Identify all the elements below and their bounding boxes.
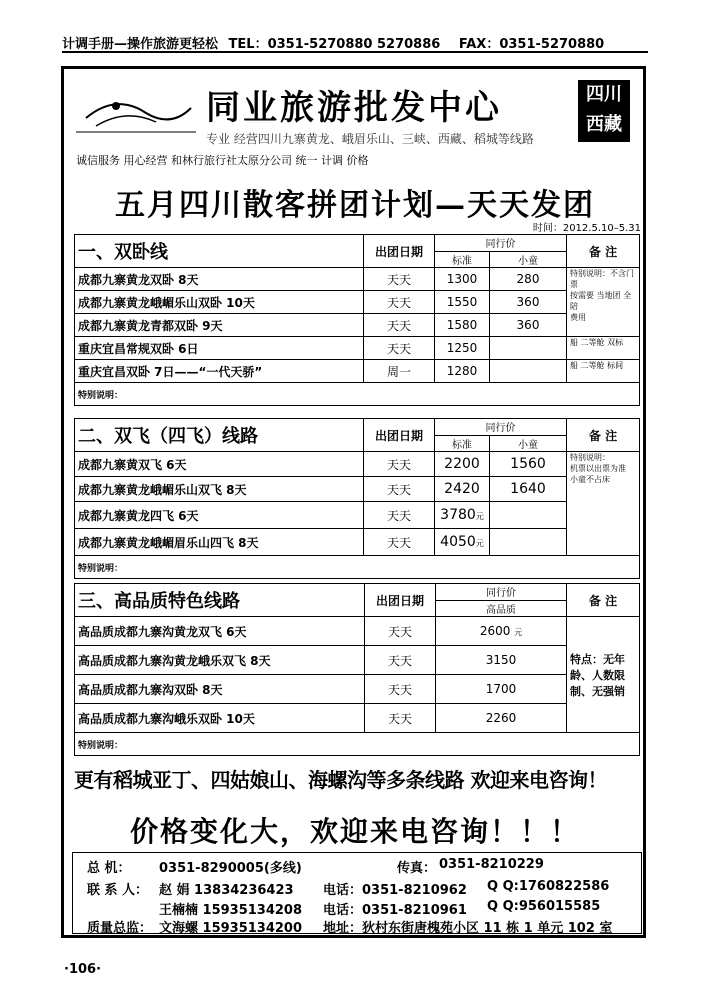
price-child: 360 bbox=[490, 314, 567, 337]
route-name: 高品质成都九寨沟双卧 8天 bbox=[75, 675, 365, 704]
section2-note: 特别说明： 机票以出票为准 小童不占床 bbox=[567, 452, 640, 556]
depart-date: 天天 bbox=[364, 291, 435, 314]
route-name: 高品质成都九寨沟峨乐双卧 10天 bbox=[75, 704, 365, 733]
depart-date: 周一 bbox=[364, 360, 435, 383]
table-row bbox=[75, 704, 640, 733]
header-subtitle: 专业 经营四川九寨黄龙、峨眉乐山、三峡、西藏、稻城等线路 bbox=[206, 132, 534, 146]
fax-number: 0351-8210229 bbox=[439, 857, 544, 872]
col-price: 同行价 bbox=[436, 584, 567, 601]
col-std: 标准 bbox=[435, 435, 490, 452]
price-child: 360 bbox=[490, 291, 567, 314]
fax-label: 传真： bbox=[397, 861, 437, 876]
depart-date: 天天 bbox=[364, 337, 435, 360]
depart-date: 天天 bbox=[364, 452, 435, 477]
price-child bbox=[490, 529, 567, 556]
price-quality: 3150 bbox=[436, 646, 567, 675]
depart-date: 天天 bbox=[364, 477, 435, 502]
price-std: 1250 bbox=[435, 337, 490, 360]
contact-label: 联 系 人： bbox=[87, 883, 149, 898]
more-routes-slogan: 更有稻城亚丁、四姑娘山、海螺沟等多条线路 欢迎来电咨询！ bbox=[74, 768, 607, 792]
section3-title: 三、高品质特色线路 bbox=[75, 584, 365, 617]
contact-box bbox=[72, 852, 642, 934]
company-logo-icon bbox=[76, 88, 196, 136]
page-number: ·106· bbox=[64, 962, 102, 977]
header-services: 诚信服务 用心经营 和林行旅行社太原分公司 统一 计调 价格 bbox=[76, 154, 369, 167]
table-row bbox=[75, 452, 640, 477]
price-std: 2420 bbox=[435, 477, 490, 502]
quality-manager: 文海螺 15935134200 bbox=[159, 921, 303, 936]
section1-note: 特别说明：不含门票 按需要 当地团 全陪 费用 bbox=[567, 268, 640, 337]
route-name: 成都九寨黄龙峨嵋眉乐山四飞 8天 bbox=[75, 529, 364, 556]
depart-date: 天天 bbox=[364, 268, 435, 291]
special-note: 特别说明： bbox=[75, 733, 640, 756]
depart-date: 天天 bbox=[365, 646, 436, 675]
col-child: 小童 bbox=[490, 435, 567, 452]
row-note: 船 二等舱 双标 bbox=[567, 337, 640, 360]
table-row bbox=[75, 314, 640, 337]
contact-tel-1: 电话：0351-8210962 bbox=[323, 883, 467, 898]
route-name: 重庆宜昌常规双卧 6日 bbox=[75, 337, 364, 360]
table-row bbox=[75, 337, 640, 360]
price-child bbox=[490, 360, 567, 383]
depart-date: 天天 bbox=[364, 502, 435, 529]
price-std: 1580 bbox=[435, 314, 490, 337]
contact-person-1: 赵 娟 13834236423 bbox=[159, 883, 294, 898]
price-quality: 2260 bbox=[436, 704, 567, 733]
col-std: 标准 bbox=[435, 251, 490, 268]
section3-note: 特点：无年龄、人数限制、无强销 bbox=[567, 617, 640, 733]
contact-person-2: 王楠楠 15935134208 bbox=[159, 903, 303, 918]
route-name: 成都九寨黄龙青都双卧 9天 bbox=[75, 314, 364, 337]
contact-tel-2: 电话：0351-8210961 bbox=[323, 903, 467, 918]
route-name: 成都九寨黄龙峨嵋乐山双卧 10天 bbox=[75, 291, 364, 314]
main-phone: 0351-8290005(多线) bbox=[159, 861, 302, 876]
col-child: 小童 bbox=[490, 251, 567, 268]
price-child: 1640 bbox=[490, 477, 567, 502]
route-name: 成都九寨黄龙双卧 8天 bbox=[75, 268, 364, 291]
price-std: 1300 bbox=[435, 268, 490, 291]
header bbox=[76, 80, 636, 170]
section3-table bbox=[74, 583, 640, 756]
table-row bbox=[75, 529, 640, 556]
main-line-label: 总 机： bbox=[87, 861, 131, 876]
col-date: 出团日期 bbox=[365, 584, 436, 617]
price-slogan: 价格变化大，欢迎来电咨询！！！ bbox=[129, 815, 580, 848]
price-child bbox=[490, 337, 567, 360]
table-row bbox=[75, 360, 640, 383]
route-name: 高品质成都九寨沟黄龙双飞 6天 bbox=[75, 617, 365, 646]
top-bar bbox=[62, 33, 648, 53]
price-std: 3780元 bbox=[435, 502, 490, 529]
special-note: 特别说明： bbox=[75, 383, 640, 406]
depart-date: 天天 bbox=[365, 704, 436, 733]
depart-date: 天天 bbox=[364, 529, 435, 556]
route-name: 成都九寨黄双飞 6天 bbox=[75, 452, 364, 477]
col-price: 同行价 bbox=[435, 419, 567, 436]
col-quality: 高品质 bbox=[436, 600, 567, 617]
sichuan-tibet-badge: 四川 西藏 bbox=[578, 80, 630, 142]
top-tel: TEL：0351-5270880 5270886 bbox=[228, 37, 441, 52]
price-child: 1560 bbox=[490, 452, 567, 477]
route-name: 成都九寨黄龙峨嵋乐山双飞 8天 bbox=[75, 477, 364, 502]
price-child: 280 bbox=[490, 268, 567, 291]
table-row bbox=[75, 502, 640, 529]
col-date: 出团日期 bbox=[364, 419, 435, 452]
section2-title: 二、双飞（四飞）线路 bbox=[75, 419, 364, 452]
depart-date: 天天 bbox=[364, 314, 435, 337]
top-fax: FAX：0351-5270880 bbox=[458, 37, 605, 52]
center-name: 同业旅游批发中心 bbox=[206, 88, 502, 128]
table-row bbox=[75, 477, 640, 502]
section2-table bbox=[74, 418, 640, 579]
price-std: 4050元 bbox=[435, 529, 490, 556]
col-note: 备 注 bbox=[567, 584, 640, 617]
route-name: 重庆宜昌双卧 7日——“一代天骄” bbox=[75, 360, 364, 383]
quality-label: 质量总监： bbox=[87, 921, 153, 936]
route-name: 高品质成都九寨沟黄龙峨乐双飞 8天 bbox=[75, 646, 365, 675]
price-std: 1550 bbox=[435, 291, 490, 314]
table-row bbox=[75, 268, 640, 291]
price-std: 2200 bbox=[435, 452, 490, 477]
contact-qq-1: Q Q:1760822586 bbox=[487, 879, 610, 894]
col-note: 备 注 bbox=[567, 235, 640, 268]
main-title: 五月四川散客拼团计划—天天发团 bbox=[115, 188, 595, 223]
col-date: 出团日期 bbox=[364, 235, 435, 268]
route-name: 成都九寨黄龙四飞 6天 bbox=[75, 502, 364, 529]
depart-date: 天天 bbox=[365, 675, 436, 704]
date-range: 时间：2012.5.10–5.31 bbox=[532, 223, 641, 234]
special-note: 特别说明： bbox=[75, 556, 640, 579]
table-row bbox=[75, 646, 640, 675]
price-child bbox=[490, 502, 567, 529]
contact-qq-2: Q Q:956015585 bbox=[487, 899, 601, 914]
table-row bbox=[75, 675, 640, 704]
table-row bbox=[75, 291, 640, 314]
price-quality: 2600 元 bbox=[436, 617, 567, 646]
row-note: 船 二等舱 标间 bbox=[567, 360, 640, 383]
section1-table bbox=[74, 234, 640, 406]
depart-date: 天天 bbox=[365, 617, 436, 646]
col-price: 同行价 bbox=[435, 235, 567, 252]
top-slogan: 计调手册—操作旅游更轻松 bbox=[62, 37, 219, 52]
table-row bbox=[75, 617, 640, 646]
price-quality: 1700 bbox=[436, 675, 567, 704]
address: 地址：狄村东街唐槐苑小区 11 栋 1 单元 102 室 bbox=[323, 921, 613, 936]
price-std: 1280 bbox=[435, 360, 490, 383]
section1-title: 一、双卧线 bbox=[75, 235, 364, 268]
col-note: 备 注 bbox=[567, 419, 640, 452]
